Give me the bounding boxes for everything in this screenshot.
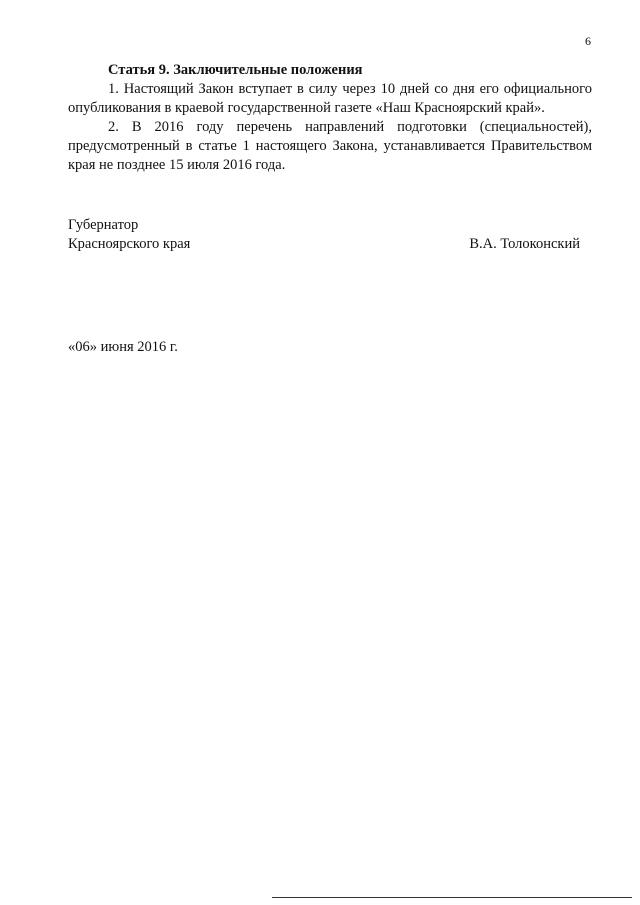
article-section xyxy=(68,61,592,175)
article-paragraph-2: 2. В 2016 году перечень направлений подготовки (специальностей), предусмотренный в статье 1 настоящего Закона, устанавливается Правительством края не позднее 15 июля 2016 года. xyxy=(68,119,592,173)
signatory-position-line-1: Губернатор xyxy=(68,217,139,233)
signature-row xyxy=(68,235,580,254)
signatory-name: В.А. Толоконский xyxy=(469,236,580,252)
article-paragraph-1: 1. Настоящий Закон вступает в силу через 10 дней со дня его официального опубликования в краевой государственной газете «Наш Красноярский край». xyxy=(68,81,592,116)
article-title: Статья 9. Заключительные положения xyxy=(108,62,363,78)
bottom-divider xyxy=(272,897,632,898)
page-number: 6 xyxy=(585,34,591,48)
signing-date: «06» июня 2016 г. xyxy=(68,339,178,355)
signatory-position-line-2: Красноярского края xyxy=(68,236,191,252)
signature-block xyxy=(68,216,580,254)
